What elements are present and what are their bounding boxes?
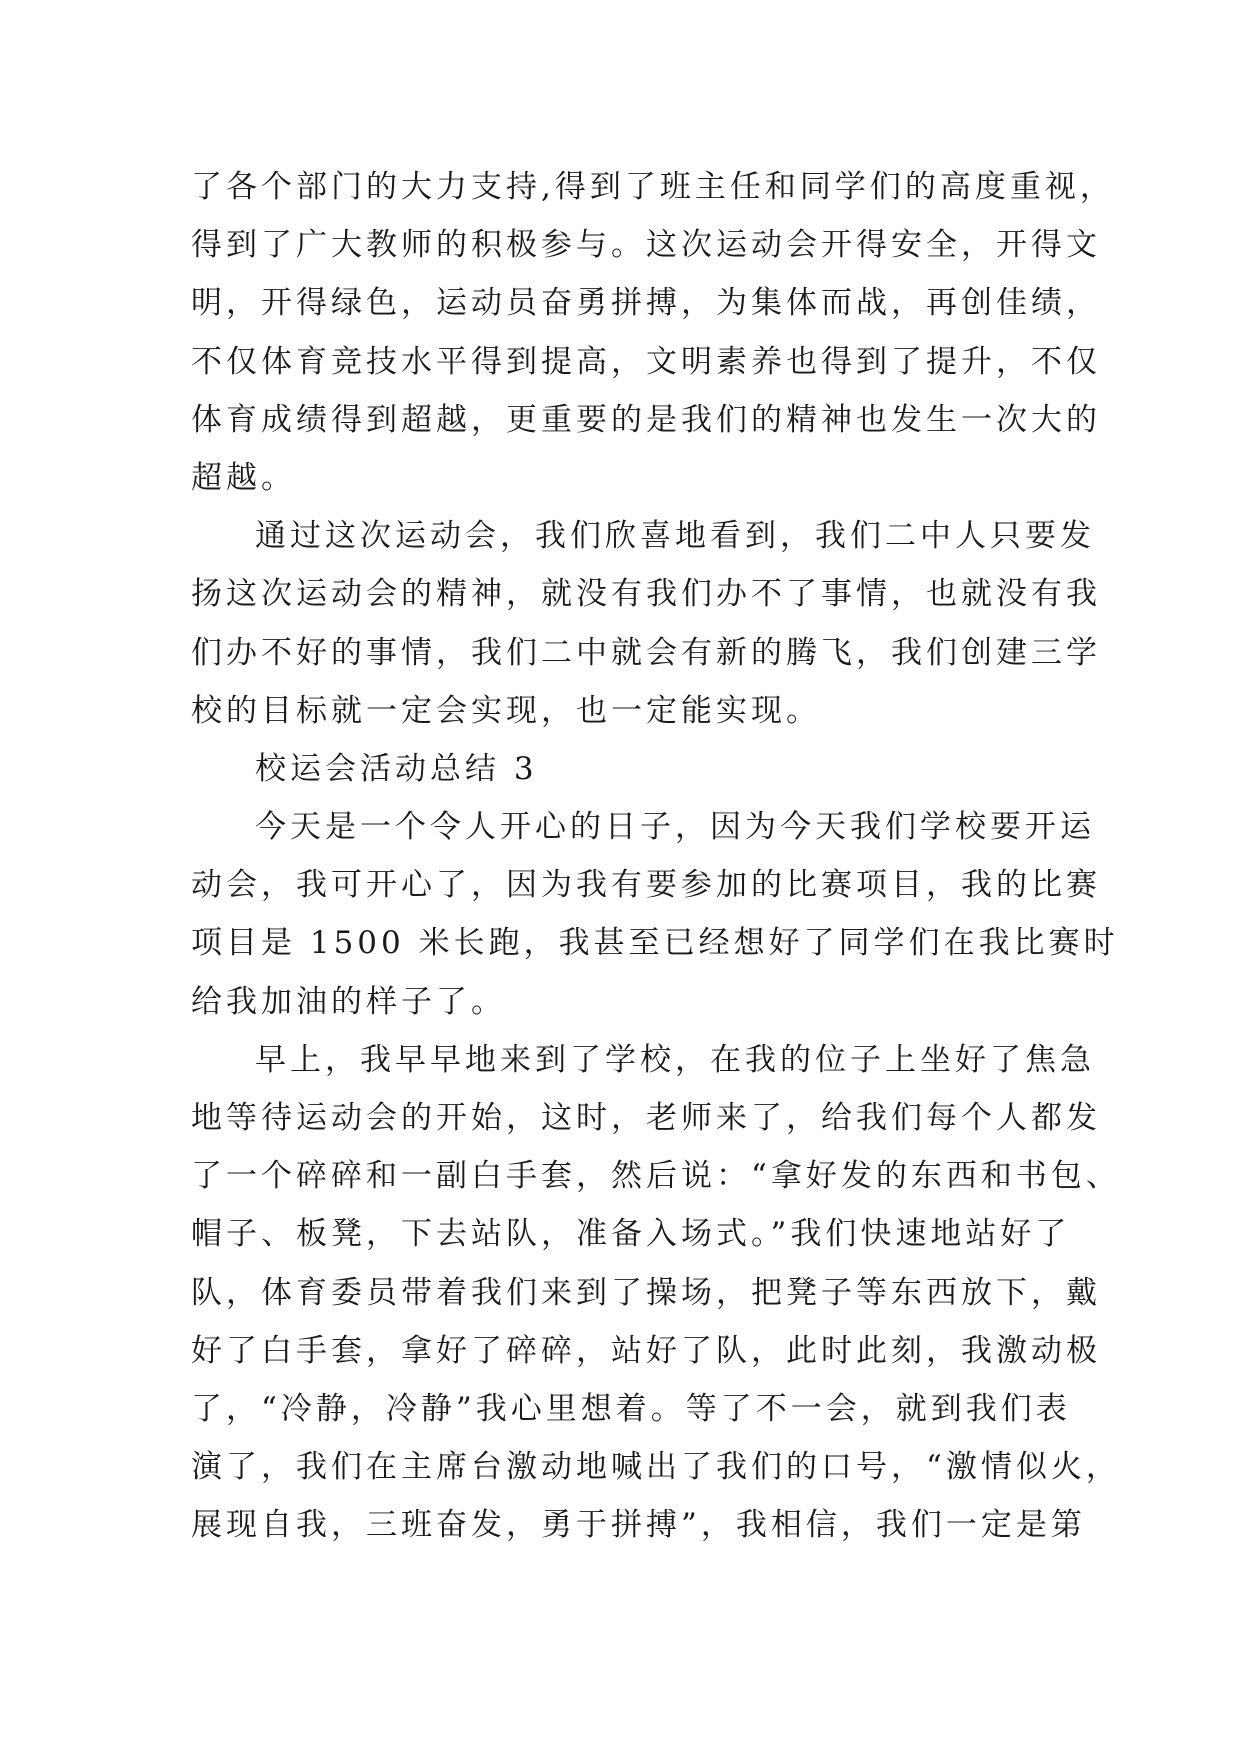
text-line: 给我加油的样子了。: [191, 983, 506, 1020]
text-line: 了，“冷静，冷静”我心里想着。等了不一会，就到我们表: [191, 1390, 1071, 1427]
text-line: 校运会活动总结 3: [255, 750, 538, 787]
text-line: 早上，我早早地来到了学校，在我的位子上坐好了焦急: [255, 1041, 1095, 1078]
text-line: 了各个部门的大力支持,得到了班主任和同学们的高度重视，: [191, 169, 1115, 205]
text-line: 超越。: [191, 459, 296, 496]
text-line: 项目是 1500 米长跑，我甚至已经想好了同学们在我比赛时: [191, 925, 1119, 962]
text-line: 帽子、板凳，下去站队，准备入场式。”我们快速地站好了: [191, 1216, 1071, 1253]
text-line: 地等待运动会的开始，这时，老师来了，给我们每个人都发: [191, 1100, 1101, 1136]
text-line: 展现自我，三班奋发，勇于拼搏”，我相信，我们一定是第: [191, 1507, 1086, 1544]
text-line: 扬这次运动会的精神，就没有我们办不了事情，也就没有我: [191, 576, 1101, 613]
text-line: 通过这次运动会，我们欣喜地看到，我们二中人只要发: [255, 518, 1095, 555]
text-line: 了一个碎碎和一副白手套，然后说：“拿好发的东西和书包、: [191, 1158, 1121, 1195]
text-line: 明，开得绿色，运动员奋勇拼搏，为集体而战，再创佳绩，: [191, 285, 1101, 322]
text-line: 动会，我可开心了，因为我有要参加的比赛项目，我的比赛: [191, 867, 1101, 904]
text-line: 体育成绩得到超越，更重要的是我们的精神也发生一次大的: [191, 401, 1101, 438]
text-line: 得到了广大教师的积极参与。这次运动会开得安全，开得文: [191, 227, 1101, 264]
text-line: 队，体育委员带着我们来到了操场，把凳子等东西放下，戴: [191, 1274, 1101, 1311]
text-line: 们办不好的事情，我们二中就会有新的腾飞，我们创建三学: [191, 634, 1101, 671]
text-line: 好了白手套，拿好了碎碎，站好了队，此时此刻，我激动极: [191, 1332, 1101, 1369]
text-line: 校的目标就一定会实现，也一定能实现。: [191, 692, 821, 729]
text-line: 今天是一个令人开心的日子，因为今天我们学校要开运: [255, 809, 1095, 846]
document-body: [191, 158, 1121, 1555]
text-line: 演了，我们在主席台激动地喊出了我们的口号，“激情似火，: [191, 1449, 1121, 1486]
text-line: 不仅体育竞技水平得到提高，文明素养也得到了提升，不仅: [191, 343, 1101, 380]
